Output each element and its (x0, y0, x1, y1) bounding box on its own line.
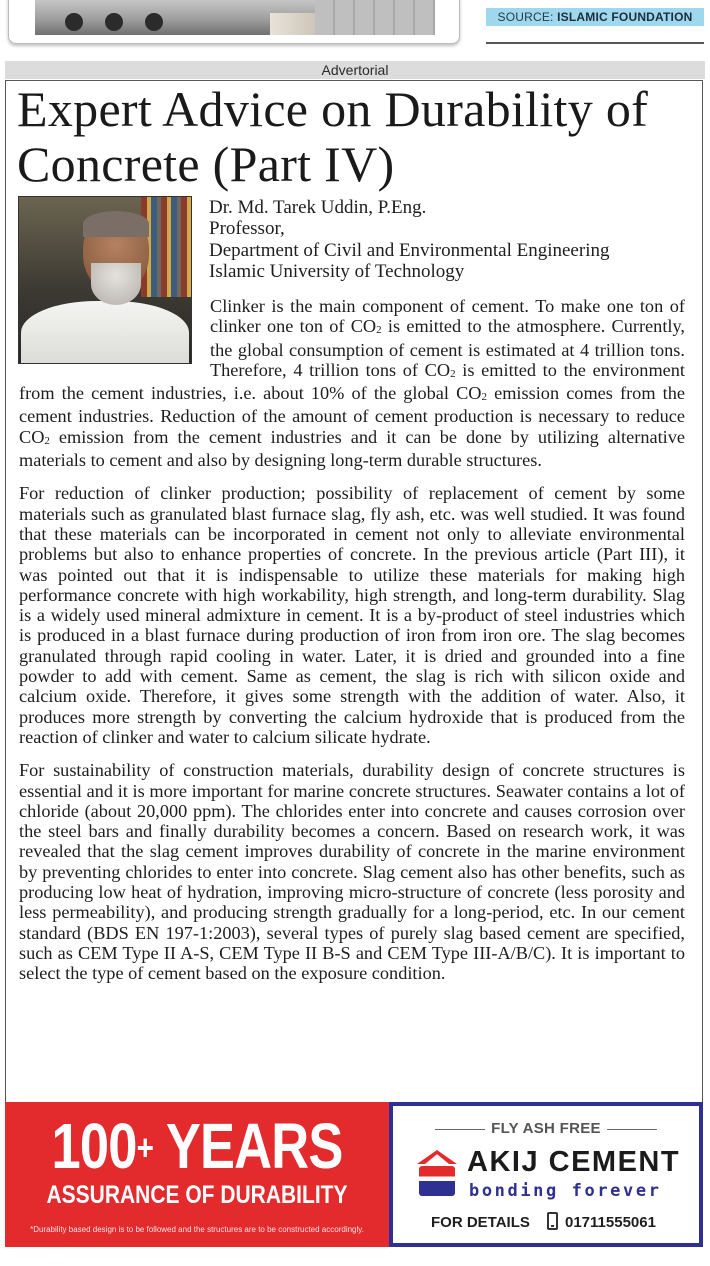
badge-rule (607, 1129, 657, 1130)
photo-wheel (105, 13, 123, 31)
source-prefix: SOURCE: (497, 10, 554, 24)
author-block (209, 197, 699, 282)
ad-disclaimer: *Durability based design is to be followed and the structures are to be constructed accordingly. (30, 1225, 364, 1234)
article-title: Expert Advice on Durability of Concrete (Part IV) (17, 81, 649, 192)
paragraph-text: is emitted to the atmosphere. Currently, the global consumption of cement is estimated at 4 trillion tons. Therefore, 4 trillion tons of CO (210, 316, 685, 380)
photo-wheel (65, 13, 83, 31)
source-divider (486, 42, 704, 44)
paragraph-text: emission from the cement industries and it can be done by utilizing alternative materials to cement and also by designing long-term durable structures. (19, 426, 685, 471)
photo-wheel (145, 13, 163, 31)
fly-ash-free-badge (393, 1120, 699, 1137)
ad-headline-number: 100 (51, 1110, 137, 1182)
paragraph-text: is emitted to the environment from the cement industries, i.e. about 10% of the global CO (19, 359, 685, 404)
section-label: Advertorial (5, 61, 705, 79)
subscript-2: 2 (44, 434, 50, 447)
author-university: Islamic University of Technology (209, 260, 465, 282)
akij-logo-icon (417, 1150, 457, 1198)
article-paragraph-2: For reduction of clinker production; possibility of replacement of cement by some materials such as granulated blast furnace slag, fly ash, etc. was well studied. It was found that these materials can be incorporated in cement not only to alleviate environmental problems but also to enhance properties of concrete. In the previous article (Part III), it was pointed out that it is indispensable to utilize these materials for making high performance concrete with high workability, high strength, and long-term durability. Slag is a widely used mineral admixture in cement. It is a by-product of steel industries which is produced in a blast furnace during production of iron from iron ore. The slag becomes granulated through rapid cooling in water. Later, it is dried and grounded into a fine powder to add with cement. Same as cement, the slag is rich with silicon oxide and calcium oxide. Therefore, it gives some strength with the addition of water. Also, it produces more strength by converting the calcium hydroxide that is produced from the reaction of clinker and water to calcium silicate hydrate. (19, 483, 685, 747)
brand-name: AKIJ CEMENT (467, 1146, 681, 1178)
badge-rule (435, 1129, 485, 1130)
ad-headline-word: YEARS (165, 1110, 343, 1182)
source-name: ISLAMIC FOUNDATION (557, 10, 693, 24)
author-name: Dr. Md. Tarek Uddin, P.Eng. (209, 197, 427, 218)
paragraph-text: emission comes from the cement industries. Reduction of the amount of cement production is necessary to reduce CO (19, 383, 685, 447)
photo-tiles (315, 0, 435, 35)
badge-text: FLY ASH FREE (491, 1120, 601, 1137)
brand-tagline: bonding forever (469, 1181, 662, 1201)
article-body (19, 296, 685, 997)
logo-base (419, 1166, 455, 1196)
ad-headline (40, 1110, 355, 1182)
ad-headline-plus: + (136, 1127, 154, 1168)
logo-roof (417, 1150, 457, 1164)
subscript-2: 2 (376, 324, 382, 337)
paragraph-text: Clinker is the main component of cement. To make one ton of clinker one ton of CO (210, 296, 685, 337)
durability-ad-banner (5, 1102, 389, 1247)
ad-subline: ASSURANCE OF DURABILITY (46, 1181, 348, 1209)
subscript-2: 2 (450, 367, 456, 380)
akij-cement-ad (389, 1102, 703, 1247)
author-hair (83, 211, 149, 237)
previous-article-card (8, 0, 460, 44)
author-role: Professor, (209, 218, 285, 240)
phone-icon (547, 1212, 558, 1230)
subscript-2: 2 (481, 391, 487, 404)
details-label: FOR DETAILS (431, 1214, 530, 1231)
previous-article-photo (35, 0, 435, 35)
photo-source-credit (486, 8, 704, 26)
phone-number[interactable]: 01711555061 (565, 1214, 656, 1231)
article-paragraph-3: For sustainability of construction materials, durability design of concrete structures is essential and it is more important for marine concrete structures. Seawater contains a lot of chloride (about 20,000 ppm). The chlorides enter into concrete and causes corrosion over the steel bars and finally durability becomes a concern. Based on research work, it was revealed that the slag cement improves durability of concrete in the marine environment by preventing chlorides to enter into concrete. Slag cement also has other benefits, such as producing low heat of hydration, improving micro-structure of concrete (less porosity and less permeability), and producing strength gradually for a long-period, etc. In our cement standard (BDS EN 197-1:2003), several types of purely slag based cement are specified, such as CEM Type II A-S, CEM Type II B-S and CEM Type III-A/B/C). It is important to select the type of cement based on the exposure condition. (19, 760, 685, 984)
author-department: Department of Civil and Environmental Engineering (209, 239, 610, 261)
photo-wrap-spacer (19, 296, 210, 378)
